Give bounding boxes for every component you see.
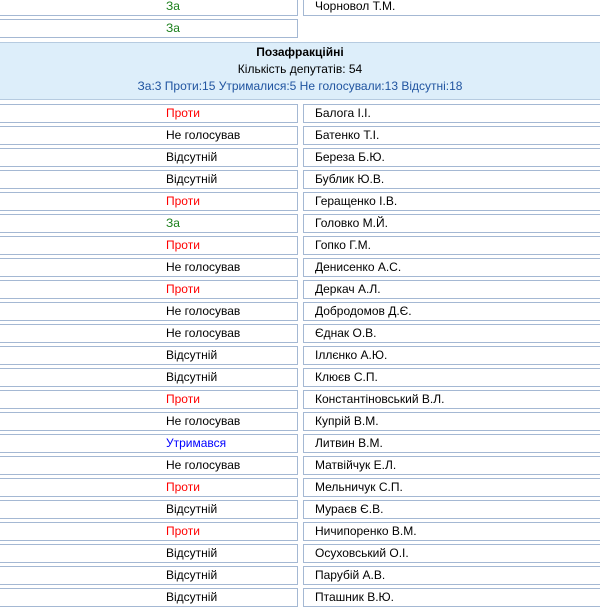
vote-list xyxy=(0,103,600,609)
deputy-name[interactable]: Ничипоренко В.М. xyxy=(315,524,417,538)
deputy-cell xyxy=(303,588,600,607)
deputy-name[interactable]: Константіновський В.Л. xyxy=(315,392,445,406)
deputy-cell xyxy=(303,500,600,519)
vote-result: Відсутній xyxy=(166,590,218,604)
vote-cell xyxy=(0,390,298,409)
vote-cell xyxy=(0,0,298,16)
vote-result: За xyxy=(166,216,180,230)
deputy-cell xyxy=(303,522,600,541)
deputy-name[interactable]: Добродомов Д.Є. xyxy=(315,304,412,318)
deputy-cell xyxy=(303,434,600,453)
vote-cell xyxy=(0,192,298,211)
table-row xyxy=(0,389,600,411)
table-row xyxy=(0,301,600,323)
table-row xyxy=(0,411,600,433)
deputy-name[interactable]: Береза Б.Ю. xyxy=(315,150,385,164)
table-row xyxy=(0,433,600,455)
table-row xyxy=(0,0,600,18)
vote-cell xyxy=(0,236,298,255)
vote-cell xyxy=(0,456,298,475)
table-row xyxy=(0,191,600,213)
vote-cell xyxy=(0,368,298,387)
vote-cell xyxy=(0,148,298,167)
deputy-name[interactable]: Матвійчук Е.Л. xyxy=(315,458,397,472)
deputy-name[interactable]: Бублик Ю.В. xyxy=(315,172,385,186)
faction-title: Позафракційні xyxy=(256,45,344,59)
deputy-cell xyxy=(303,456,600,475)
table-row xyxy=(0,587,600,609)
table-row xyxy=(0,103,600,125)
deputy-cell xyxy=(303,0,600,16)
vote-cell xyxy=(0,170,298,189)
vote-result: Не голосував xyxy=(166,326,241,340)
faction-header xyxy=(0,42,600,100)
deputy-cell xyxy=(303,346,600,365)
deputy-cell xyxy=(303,478,600,497)
deputy-name[interactable]: Литвин В.М. xyxy=(315,436,383,450)
vote-cell xyxy=(0,544,298,563)
deputy-name[interactable]: Головко М.Й. xyxy=(315,216,388,230)
top-rows xyxy=(0,0,600,40)
table-row xyxy=(0,565,600,587)
vote-result: Утримався xyxy=(166,436,227,450)
deputy-name[interactable]: Деркач А.Л. xyxy=(315,282,381,296)
vote-result: Проти xyxy=(166,238,200,252)
vote-result: Проти xyxy=(166,106,200,120)
table-row xyxy=(0,521,600,543)
vote-result: Проти xyxy=(166,524,200,538)
vote-cell xyxy=(0,434,298,453)
table-row xyxy=(0,323,600,345)
deputy-name[interactable]: Купрій В.М. xyxy=(315,414,379,428)
table-row xyxy=(0,279,600,301)
deputy-cell xyxy=(303,148,600,167)
deputy-cell xyxy=(303,390,600,409)
deputy-cell xyxy=(303,280,600,299)
deputy-cell xyxy=(303,302,600,321)
deputy-cell xyxy=(303,104,600,123)
vote-result: За xyxy=(166,0,180,13)
deputy-name[interactable]: Мельничук С.П. xyxy=(315,480,403,494)
vote-result: Відсутній xyxy=(166,172,218,186)
vote-result: Відсутній xyxy=(166,150,218,164)
vote-result: Проти xyxy=(166,282,200,296)
vote-result: Не голосував xyxy=(166,128,241,142)
deputy-cell xyxy=(303,566,600,585)
vote-cell xyxy=(0,566,298,585)
deputy-cell xyxy=(303,214,600,233)
vote-result: Проти xyxy=(166,194,200,208)
vote-result: Не голосував xyxy=(166,414,241,428)
deputy-count: Кількість депутатів: 54 xyxy=(237,62,363,76)
deputy-cell xyxy=(303,258,600,277)
vote-cell xyxy=(0,126,298,145)
vote-cell xyxy=(0,214,298,233)
deputy-name[interactable]: Денисенко А.С. xyxy=(315,260,402,274)
deputy-cell xyxy=(303,412,600,431)
vote-result: Відсутній xyxy=(166,370,218,384)
table-row xyxy=(0,455,600,477)
table-row xyxy=(0,169,600,191)
deputy-name[interactable]: Парубій А.В. xyxy=(315,568,386,582)
table-row xyxy=(0,345,600,367)
table-row xyxy=(0,499,600,521)
vote-result: Не голосував xyxy=(166,304,241,318)
vote-stats: За:3 Проти:15 Утрималися:5 Не голосували:13 Відсутні:18 xyxy=(137,79,463,93)
deputy-cell xyxy=(303,544,600,563)
vote-result: Проти xyxy=(166,480,200,494)
vote-cell xyxy=(0,500,298,519)
deputy-name[interactable]: Балога І.І. xyxy=(315,106,371,120)
vote-result: Не голосував xyxy=(166,260,241,274)
deputy-cell xyxy=(303,170,600,189)
deputy-cell xyxy=(303,324,600,343)
deputy-name[interactable]: Єднак О.В. xyxy=(315,326,377,340)
vote-cell xyxy=(0,324,298,343)
vote-cell xyxy=(0,478,298,497)
deputy-cell xyxy=(303,236,600,255)
vote-cell xyxy=(0,280,298,299)
vote-cell xyxy=(0,19,298,38)
deputy-name[interactable]: Чорновол Т.М. xyxy=(315,0,396,13)
vote-cell xyxy=(0,302,298,321)
vote-cell xyxy=(0,588,298,607)
deputy-name[interactable]: Гопко Г.М. xyxy=(315,238,371,252)
table-row xyxy=(0,477,600,499)
vote-cell xyxy=(0,412,298,431)
vote-result: Проти xyxy=(166,392,200,406)
deputy-name[interactable]: Клюєв С.П. xyxy=(315,370,378,384)
vote-cell xyxy=(0,522,298,541)
table-row xyxy=(0,257,600,279)
table-row xyxy=(0,213,600,235)
deputy-name[interactable]: Іллєнко А.Ю. xyxy=(315,348,388,362)
deputy-name[interactable]: Осуховський О.І. xyxy=(315,546,409,560)
vote-result: За xyxy=(166,21,180,35)
vote-result: Відсутній xyxy=(166,348,218,362)
deputy-name[interactable]: Мураєв Є.В. xyxy=(315,502,384,516)
table-row xyxy=(0,125,600,147)
deputy-cell xyxy=(303,126,600,145)
table-row xyxy=(0,235,600,257)
deputy-name[interactable]: Геращенко І.В. xyxy=(315,194,398,208)
deputy-name[interactable]: Пташник В.Ю. xyxy=(315,590,394,604)
table-row xyxy=(0,367,600,389)
vote-cell xyxy=(0,258,298,277)
vote-cell xyxy=(0,104,298,123)
table-row xyxy=(0,18,600,40)
vote-result: Відсутній xyxy=(166,568,218,582)
vote-result: Відсутній xyxy=(166,546,218,560)
vote-result: Відсутній xyxy=(166,502,218,516)
vote-cell xyxy=(0,346,298,365)
deputy-cell xyxy=(303,368,600,387)
deputy-cell xyxy=(303,192,600,211)
table-row xyxy=(0,543,600,565)
vote-result: Не голосував xyxy=(166,458,241,472)
table-row xyxy=(0,147,600,169)
deputy-name[interactable]: Батенко Т.І. xyxy=(315,128,380,142)
